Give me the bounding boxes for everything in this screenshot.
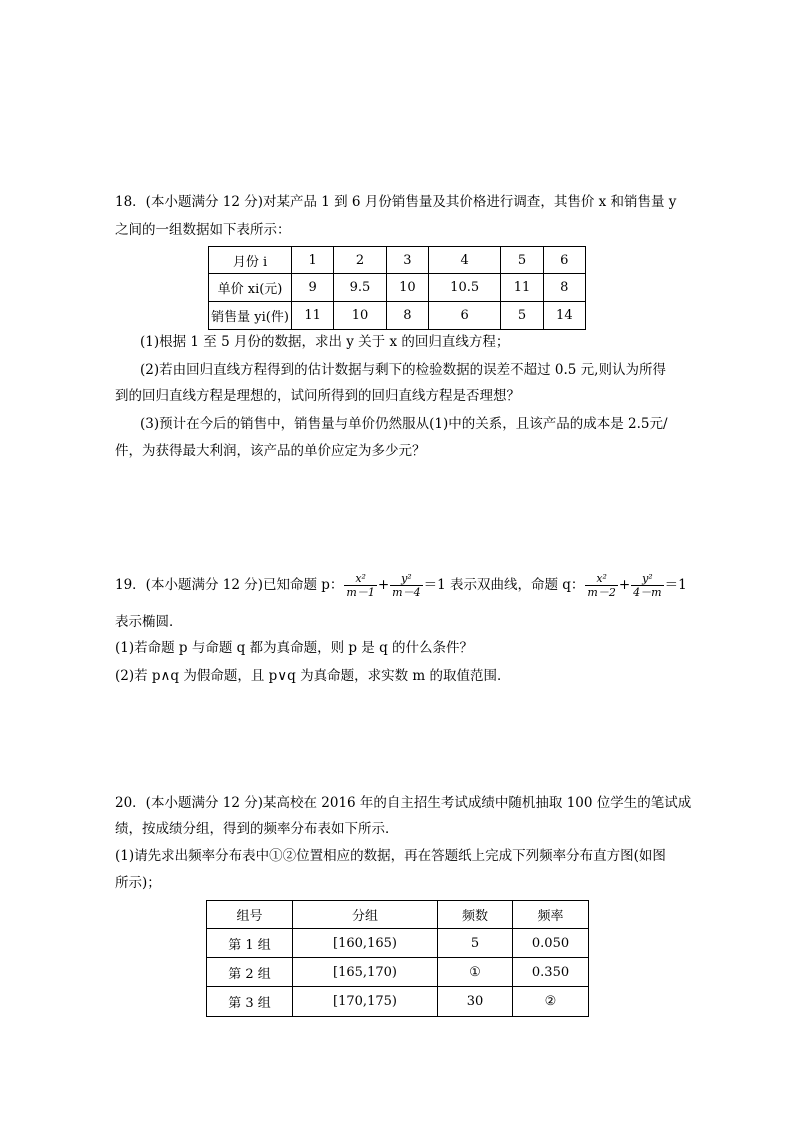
table-cell: 5 xyxy=(438,929,513,958)
fraction-4 xyxy=(631,572,663,599)
table-cell: 10 xyxy=(386,274,428,302)
q18-part2-line2: 到的回归直线方程是理想的，试问所得到的回归直线方程是否理想？ xyxy=(115,388,520,404)
q18-table-row xyxy=(209,302,586,330)
fraction-denominator: m－4 xyxy=(392,586,421,599)
q19-part1: (1)若命题 p 与命题 q 都为真命题，则 p 是 q 的什么条件？ xyxy=(115,640,474,656)
q19-part2: (2)若 p∧q 为假命题，且 p∨q 为真命题，求实数 m 的取值范围． xyxy=(115,668,511,684)
table-cell: 销售量 yi(件) xyxy=(209,302,292,330)
table-cell: 0.050 xyxy=(513,929,589,958)
table-cell: 组号 xyxy=(207,901,293,929)
fraction-2 xyxy=(390,572,422,599)
table-cell: ② xyxy=(513,987,589,1017)
q18-part1: (1)根据 1 至 5 月份的数据，求出 y 关于 x 的回归直线方程； xyxy=(140,334,510,350)
plus-sign: + xyxy=(618,577,631,593)
table-cell: 6 xyxy=(543,247,585,274)
fraction-numerator: x² xyxy=(355,572,366,585)
table-cell: 1 xyxy=(292,247,334,274)
table-cell: 3 xyxy=(386,247,428,274)
q18-part3-line1: (3)预计在今后的销售中，销售量与单价仍然服从(1)中的关系，且该产品的成本是 2.5元/ xyxy=(140,416,668,432)
table-cell: 2 xyxy=(334,247,386,274)
table-cell: 5 xyxy=(501,247,543,274)
table-cell: 第 1 组 xyxy=(207,929,293,958)
q19-line2: 表示椭圆． xyxy=(115,614,183,630)
q20-table-row xyxy=(207,901,589,929)
table-cell: 0.350 xyxy=(513,958,589,987)
q18-part3-line2: 件，为获得最大利润，该产品的单价应定为多少元？ xyxy=(115,443,426,459)
table-cell: 11 xyxy=(292,302,334,330)
table-cell: 6 xyxy=(429,302,501,330)
q20-table-row xyxy=(207,987,589,1017)
table-cell: 第 2 组 xyxy=(207,958,293,987)
table-cell: [160,165) xyxy=(293,929,438,958)
fraction-1 xyxy=(344,572,376,599)
q18-line1: 18．(本小题满分 12 分)对某产品 1 到 6 月份销售量及其价格进行调查，其售价 x 和销售量 y xyxy=(115,194,677,210)
table-cell: 分组 xyxy=(293,901,438,929)
fraction-3 xyxy=(585,572,617,599)
q20-table xyxy=(206,900,589,1017)
q18-table-row xyxy=(209,274,586,302)
q20-part1-line2: 所示)； xyxy=(115,875,161,891)
table-cell: 11 xyxy=(501,274,543,302)
table-cell: 频率 xyxy=(513,901,589,929)
table-cell: 5 xyxy=(501,302,543,330)
table-cell: 8 xyxy=(543,274,585,302)
fraction-denominator: 4－m xyxy=(633,586,662,599)
table-cell: [170,175) xyxy=(293,987,438,1017)
plus-sign: + xyxy=(377,577,390,593)
fraction-denominator: m－1 xyxy=(346,586,375,599)
table-cell: 第 3 组 xyxy=(207,987,293,1017)
table-cell: 10 xyxy=(334,302,386,330)
table-cell: 单价 xi(元) xyxy=(209,274,292,302)
q19-line1 xyxy=(115,568,687,602)
q20-part1-line1: (1)请先求出频率分布表中①②位置相应的数据，再在答题纸上完成下列频率分布直方图(如图 xyxy=(115,848,666,864)
table-cell: 14 xyxy=(543,302,585,330)
q18-table-row xyxy=(209,247,586,274)
fraction-numerator: y² xyxy=(642,572,653,585)
q19-eq2: ＝1 xyxy=(664,577,687,593)
q18-line2: 之间的一组数据如下表所示： xyxy=(115,222,291,238)
fraction-denominator: m－2 xyxy=(587,586,616,599)
table-cell: 频数 xyxy=(438,901,513,929)
table-cell: 10.5 xyxy=(429,274,501,302)
q19-intro: 19．(本小题满分 12 分)已知命题 p： xyxy=(115,577,344,593)
q18-table xyxy=(208,246,586,330)
q20-line1: 20．(本小题满分 12 分)某高校在 2016 年的自主招生考试成绩中随机抽取 100 位学生的笔试成 xyxy=(115,795,692,811)
table-cell: [165,170) xyxy=(293,958,438,987)
table-cell: 4 xyxy=(429,247,501,274)
q20-table-row xyxy=(207,929,589,958)
table-cell: ① xyxy=(438,958,513,987)
table-cell: 30 xyxy=(438,987,513,1017)
fraction-numerator: y² xyxy=(401,572,412,585)
table-cell: 9.5 xyxy=(334,274,386,302)
table-cell: 8 xyxy=(386,302,428,330)
q20-line2: 绩，按成绩分组，得到的频率分布表如下所示． xyxy=(115,821,399,837)
q18-part2-line1: (2)若由回归直线方程得到的估计数据与剩下的检验数据的误差不超过 0.5 元,则认为所得 xyxy=(140,362,666,378)
q19-eq1: ＝1 表示双曲线，命题 q： xyxy=(423,577,585,593)
fraction-numerator: x² xyxy=(596,572,607,585)
q20-table-row xyxy=(207,958,589,987)
table-cell: 9 xyxy=(292,274,334,302)
table-cell: 月份 i xyxy=(209,247,292,274)
